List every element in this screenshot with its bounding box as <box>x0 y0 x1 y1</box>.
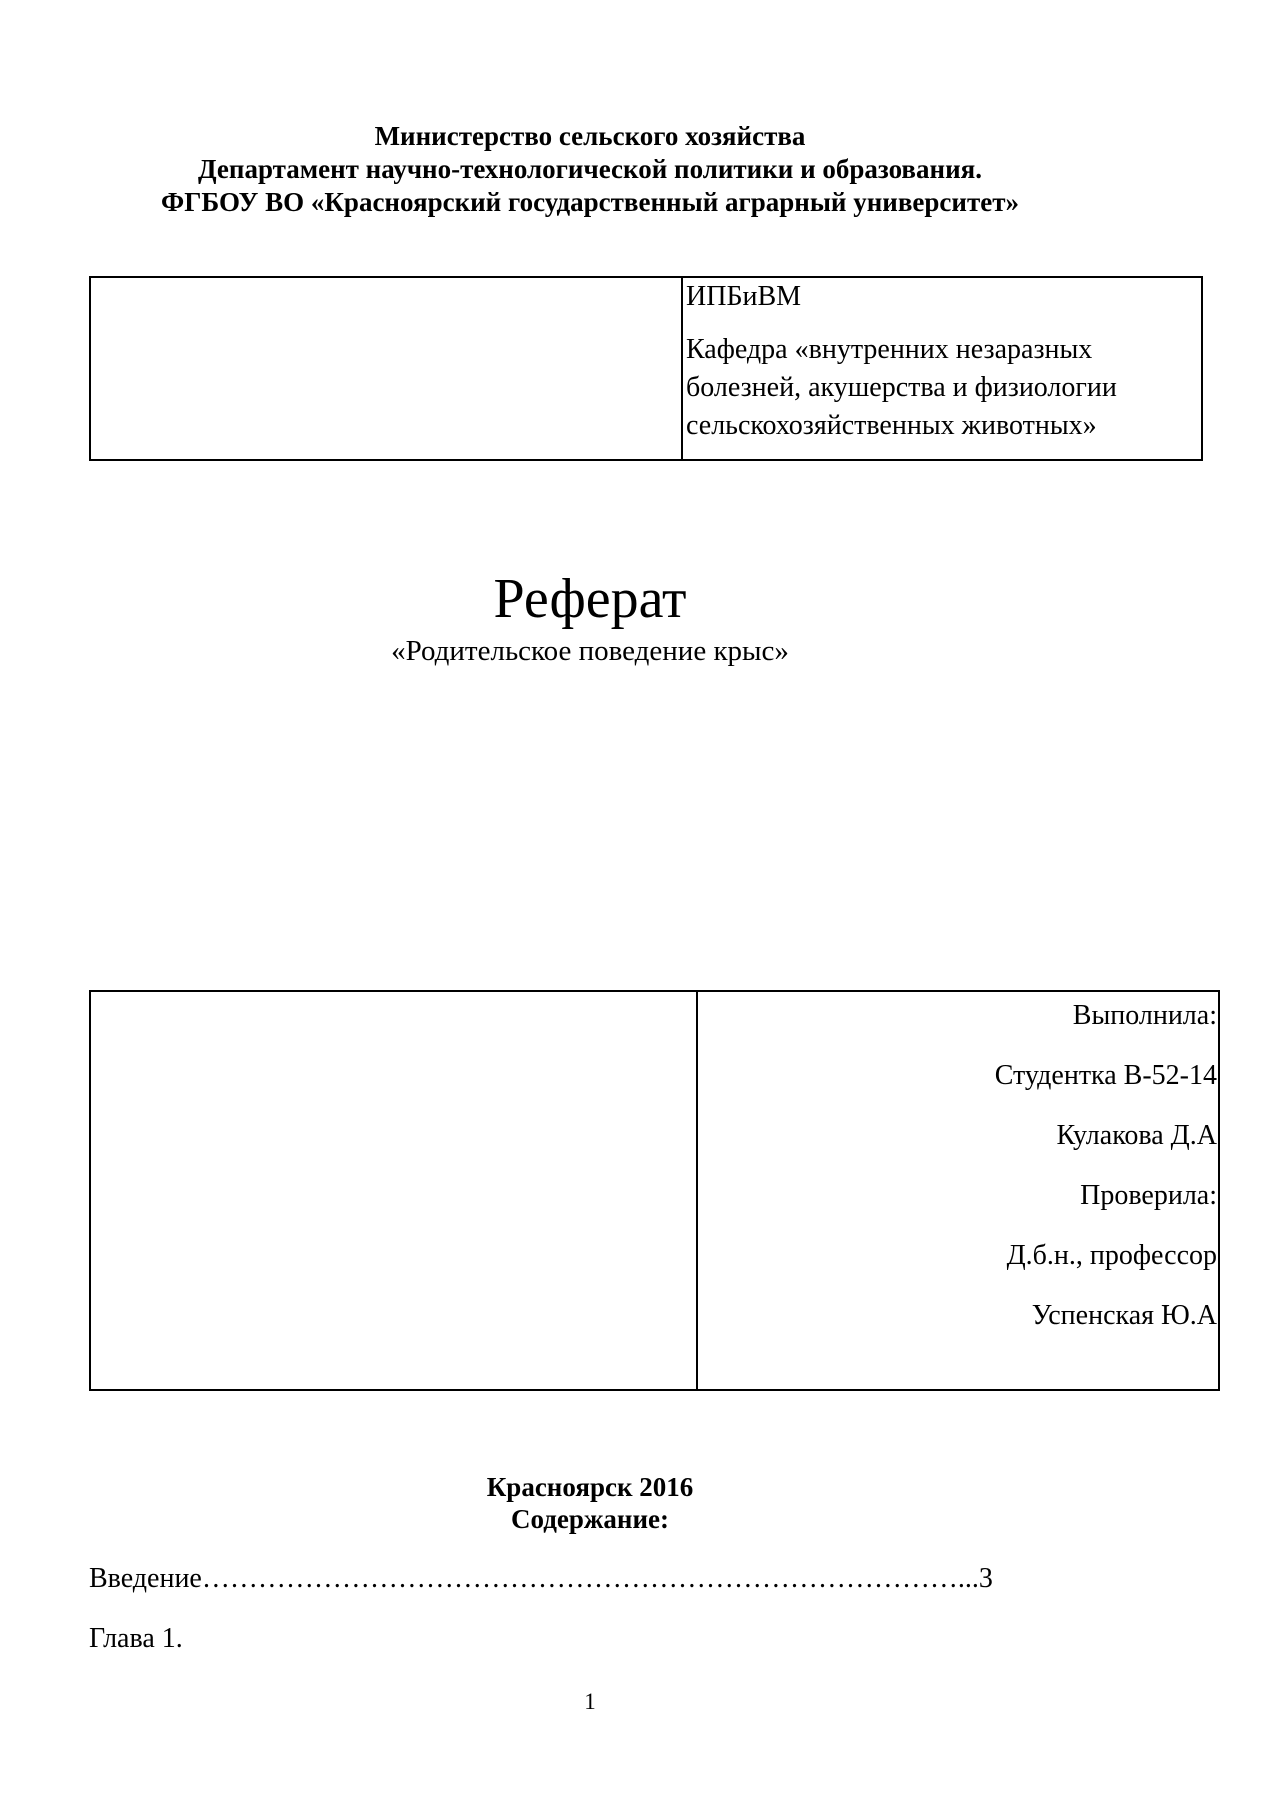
department-name: Кафедра «внутренних незаразных болезней, акушерства и физиологии сельскохозяйственных животных» <box>686 334 1117 441</box>
university-line: ФГБОУ ВО «Красноярский государственный аграрный университет» <box>161 187 1019 217</box>
header-block <box>90 120 1090 219</box>
ministry-line: Министерство сельского хозяйства <box>374 121 806 151</box>
toc-entry-chapter-1: Глава 1. <box>89 1623 183 1654</box>
author-table <box>89 990 1220 1391</box>
student-name: Кулакова Д.А <box>1056 1120 1217 1151</box>
reviewer-degree: Д.б.н., профессор <box>1006 1240 1217 1271</box>
student-group: Студентка В-52-14 <box>994 1060 1217 1091</box>
page-number: 1 <box>584 1689 596 1714</box>
document-subtitle: «Родительское поведение крыс» <box>391 635 789 667</box>
department-line: Департамент научно-технологической политики и образования. <box>198 154 982 184</box>
performed-by-label: Выполнила: <box>1072 1000 1217 1031</box>
institute-table-empty-cell <box>91 278 683 459</box>
toc-heading: Содержание: <box>510 1504 670 1534</box>
author-table-info-cell <box>698 992 1218 1389</box>
toc-entry-intro: Введение………………………………………………………………………...3 <box>89 1563 993 1594</box>
checked-by-label: Проверила: <box>1080 1180 1217 1211</box>
city-year: Красноярск 2016 <box>486 1472 694 1502</box>
reviewer-name: Успенская Ю.А <box>1031 1300 1217 1331</box>
institute-table <box>89 276 1203 461</box>
document-title: Реферат <box>493 568 687 630</box>
institute-table-info-cell <box>683 278 1201 459</box>
author-table-empty-cell <box>91 992 698 1389</box>
institute-name: ИПБиВМ <box>686 281 802 312</box>
